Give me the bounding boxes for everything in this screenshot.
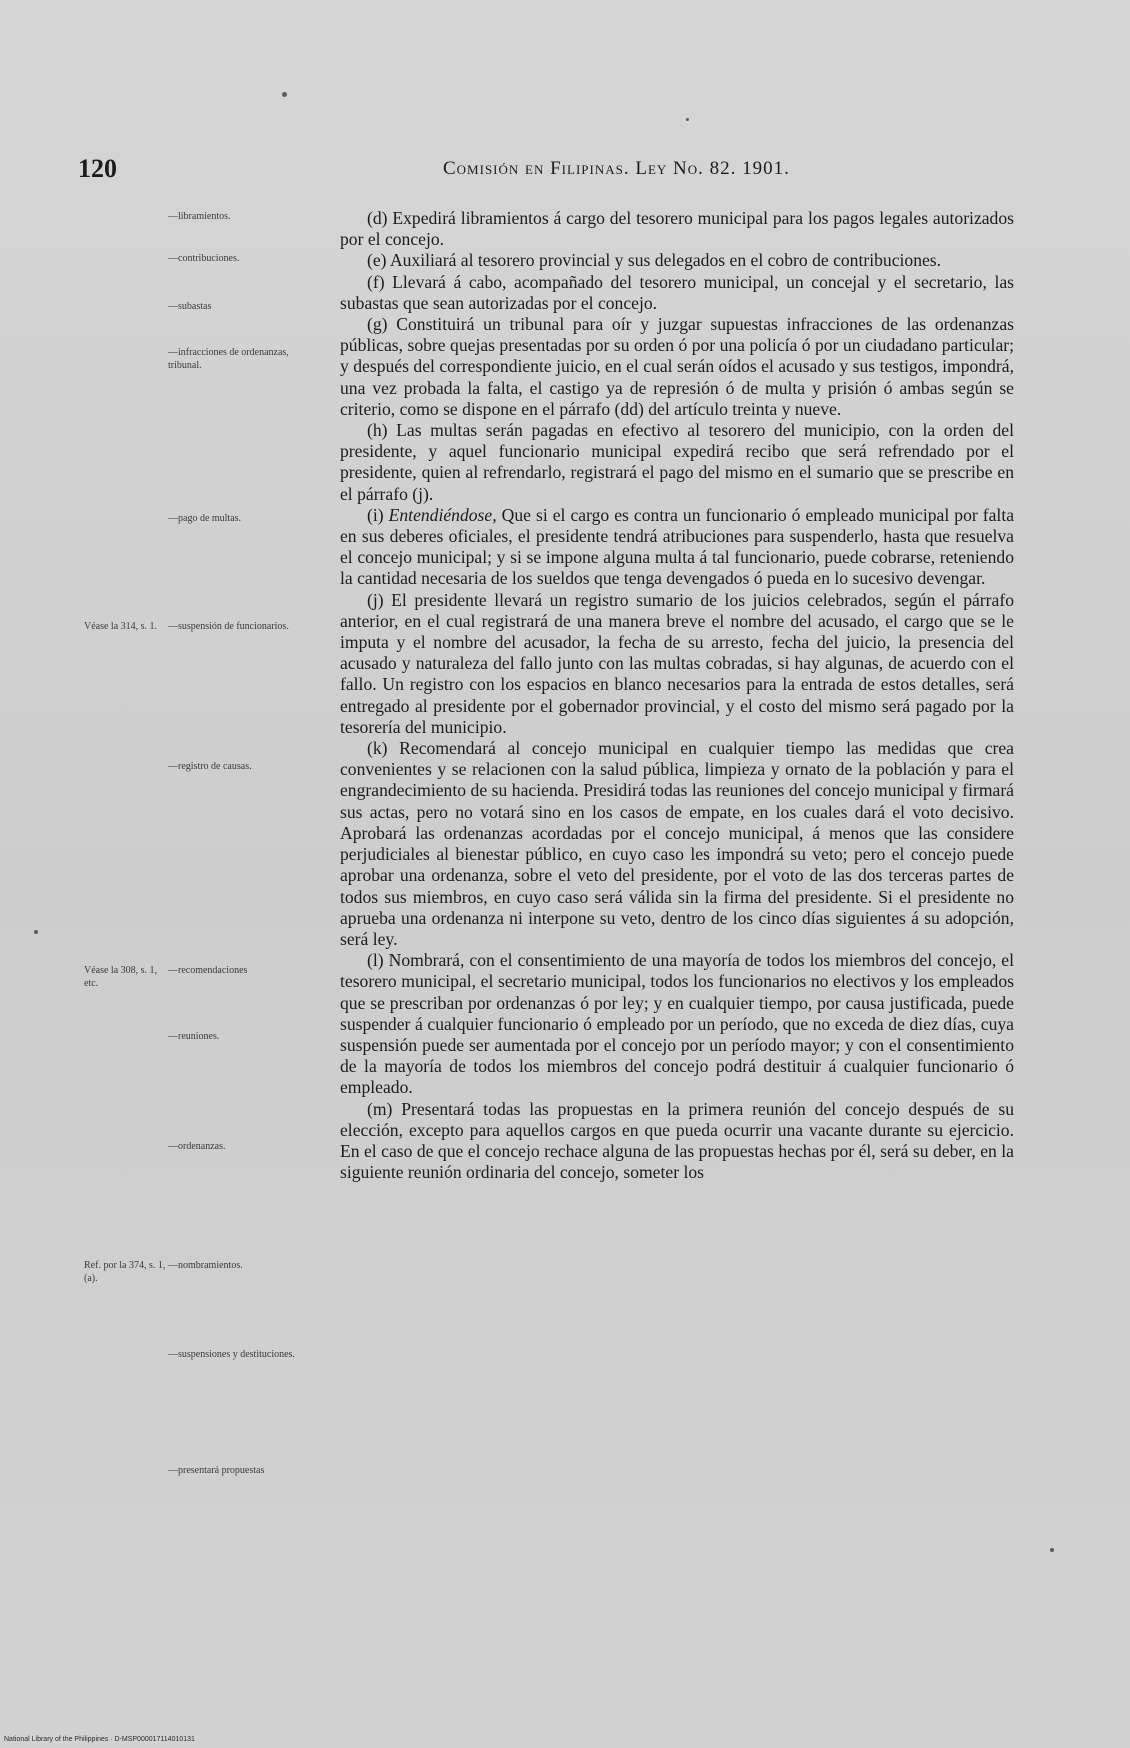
margin-note-suspension: —suspensión de funcionarios. [168,621,289,632]
page-header [78,148,938,188]
margin-note-libramientos: —libramientos. [168,211,231,222]
item-label: (j) [367,589,384,610]
italic-term: Entendiéndose, [383,504,497,525]
item-label: (h) [367,420,388,441]
item-label: (l) [367,950,384,971]
margin-note-suspensiones: —suspensiones y destituciones. [168,1349,295,1360]
margin-note-subastas: —subastas [168,301,212,312]
paragraph-text: Constituirá un tribunal para oír y juzgar supuestas infracciones de las ordenanzas públicas, sobre quejas presentadas por su orden ó por una policía ó por un ciudadano particular; y después del correspondiente juicio, en el cual serán oídos el acusado y sus testigos, impondrá, una vez probada la falta, el castigo ya de represión ó de multa y prisión ó ambas según se criterio, como se dispone en el párrafo (dd) del artículo treinta y nueve. [340,314,1014,419]
item-label: (d) [367,208,388,228]
paragraph-f [340,272,1014,314]
paragraph-text: El presidente llevará un registro sumario de los juicios celebrados, según el párrafo anterior, en el cual registrará de una manera breve el nombre del acusado, el cargo que se le imputa y el nombre del acusador, la fecha de su arresto, fecha del juicio, la presencia del acusado y naturaleza del fallo junto con las multas cobradas, si hay algunas, de acuerdo con el fallo. Un registro con los espacios en blanco necesarios para la entrada de estos detalles, será entregado al presidente por el gobernador provincial, y el costo del mismo será pagado por la tesorería del municipio. [340,589,1014,737]
body-text [340,208,1014,1183]
paragraph-d [340,208,1014,250]
item-label: (g) [367,314,388,335]
margin-note-reuniones: —reuniones. [168,1031,220,1042]
scan-speck [34,930,38,934]
paragraph-e [340,250,1014,271]
margin-note-propuestas: —presentará propuestas [168,1465,265,1476]
scan-speck [1050,1548,1054,1552]
paragraph-text: Llevará á cabo, acompañado del tesorero municipal, un concejal y el secretario, las subastas que sean autorizadas por el concejo. [340,271,1014,313]
paragraph-l [340,950,1014,1098]
cross-ref-2: Véase la 308, s. 1, etc. [84,965,158,989]
paragraph-j [340,590,1014,738]
cross-ref-1: Véase la 314, s. 1. [84,621,158,632]
margin-note-recomendaciones: —recomendaciones [168,965,248,976]
item-label: (i) [367,504,384,525]
paragraph-text: Que si el cargo es contra un funcionario ó empleado municipal por falta en sus deberes oficiales, el presidente tendrá atribuciones para suspenderlo, hasta que resuelva el concejo municipal; y si se impone alguna multa á tal funcionario, puede cobrarse, reteniendo la cantidad necesaria de los sueldos que tenga devengados ó pueda en lo sucesivo devengar. [340,504,1015,589]
item-label: (k) [367,738,388,759]
paragraph-text: Recomendará al concejo municipal en cualquier tiempo las medidas que crea convenientes y se relacionen con la salud pública, limpieza y ornato de la población y para el engrandecimiento de su hacienda. Presidirá todas las reuniones del concejo municipal y firmará sus actas, pero no votará sino en los casos de empate, en los cuales dará el voto decisivo. Aprobará las ordenanzas acordadas por el concejo municipal, á menos que las considere perjudiciales al bienestar público, en cuyo caso les impondrá su veto; pero el concejo puede aprobar una ordenanza, sobre el veto del presidente, por el voto de las dos terceras partes de todos sus miembros, en cuyo caso será válida sin la firma del presidente. Si el presidente no aprueba una ordenanza ni interpone su veto, dentro de los cinco días siguientes á su adopción, será ley. [340,738,1014,949]
item-label: (e) [367,250,387,271]
running-head: Comisión en Filipinas. Ley No. 82. 1901. [443,158,790,179]
paragraph-g [340,314,1014,420]
cross-ref-3: Ref. por la 374, s. 1, (a). [84,1260,166,1284]
paragraph-h [340,420,1014,505]
margin-note-contribuciones: —contribuciones. [168,253,240,264]
margin-note-pago-multas: —pago de multas. [168,513,242,524]
margin-note-registro-causas: —registro de causas. [168,761,252,772]
scan-footer: National Library of the Philippines · D-MSP000017114010131 [4,1736,195,1743]
paragraph-text: Presentará todas las propuestas en la primera reunión del concejo después de su elección, excepto para aquellos cargos en que pueda ocurrir una vacante durante su ejercicio. En el caso de que el concejo rechace alguna de las propuestas hechas por él, será su deber, en la siguiente reunión ordinaria del concejo, someter los [340,1098,1014,1183]
paragraph-m [340,1099,1014,1184]
paragraph-text: Nombrará, con el consentimiento de una mayoría de todos los miembros del concejo, el tesorero municipal, el secretario municipal, todos los funcionarios no electivos y los empleados que se prescriban por ordenanzas ó por ley; y en cualquier tiempo, por causa justificada, puede suspender á cualquier funcionario ó empleado por un período, que no exceda de diez días, cuya suspensión puede ser aumentada por el concejo por un período mayor; y con el consentimiento de la mayoría de todos los miembros del concejo podrá destituir á cualquier funcionario ó empleado. [340,950,1014,1098]
margin-note-infracciones: —infracciones de ordenanzas, tribunal. [168,347,289,371]
item-label: (m) [367,1098,393,1119]
page-number: 120 [78,154,117,183]
paragraph-text: Expedirá libramientos á cargo del tesorero municipal para los pagos legales autorizados por el concejo. [340,208,1014,250]
paragraph-text: Auxiliará al tesorero provincial y sus delegados en el cobro de contribuciones. [386,250,942,271]
item-label: (f) [367,271,385,292]
margin-note-ordenanzas: —ordenanzas. [168,1141,226,1152]
paragraph-text: Las multas serán pagadas en efectivo al tesorero del municipio, con la orden del presidente, y aquel funcionario municipal expedirá recibo que será refrendado por el presidente, quien al refrendarlo, registrará el pago del mismo en el sumario que se prescribe en el párrafo (j). [340,420,1014,504]
paragraph-i [340,505,1014,590]
scan-speck [282,92,287,97]
scan-speck [686,118,689,121]
paragraph-k [340,738,1014,950]
margin-note-nombramientos: —nombramientos. [168,1260,243,1271]
